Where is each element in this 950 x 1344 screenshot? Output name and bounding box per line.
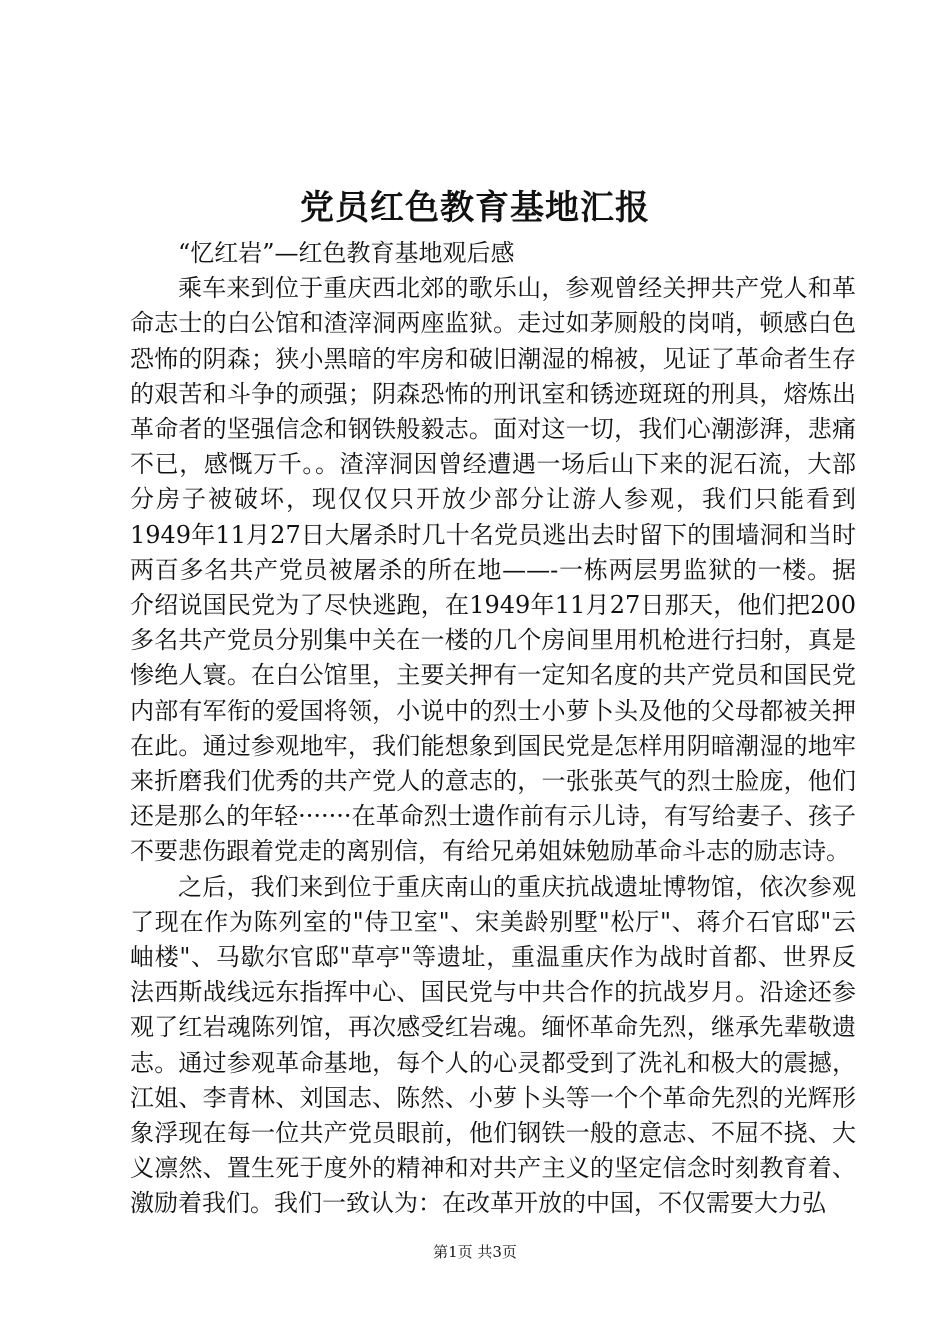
body-paragraph: 乘车来到位于重庆西北郊的歌乐山，参观曾经关押共产党人和革命志士的白公馆和渣滓洞两座监狱。走过如茅厕般的岗哨，顿感白色恐怖的阴森；狭小黑暗的牢房和破旧潮湿的棉被，见证了革命者生存的艰苦和斗争的顽强；阴森恐怖的刑讯室和锈迹斑斑的刑具，熔炼出革命者的坚强信念和钢铁般毅志。面对这一切，我们心潮澎湃，悲痛不已，感慨万千。。渣滓洞因曾经遭遇一场后山下来的泥石流，大部分房子被破坏，现仅仅只开放少部分让游人参观，我们只能看到1949年11月27日大屠杀时几十名党员逃出去时留下的围墙洞和当时两百多名共产党员被屠杀的所在地——-一栋两层男监狱的一楼。据介绍说国民党为了尽快逃跑，在1949年11月27日那天，他们把200多名共产党员分别集中关在一楼的几个房间里用机枪进行扫射，真是惨绝人寰。在白公馆里，主要关押有一定知名度的共产党员和国民党内部有军衔的爱国将领，小说中的烈士小萝卜头及他的父母都被关押在此。通过参观地牢，我们能想象到国民党是怎样用阴暗潮湿的地牢来折磨我们优秀的共产党人的意志的，一张张英气的烈士脸庞，他们还是那么的年轻·······在革命烈士遗作前有示儿诗，有写给妻子、孩子不要悲伤跟着党走的离别信，有给兄弟姐妹勉励革命斗志的励志诗。 — [130, 274, 856, 866]
page-footer: 第1页 共3页 — [433, 1243, 517, 1261]
body-paragraph: 之后，我们来到位于重庆南山的重庆抗战遗址博物馆，依次参观了现在作为陈列室的"侍卫室"、宋美龄别墅"松厅"、蒋介石官邸"云岫楼"、马歇尔官邸"草亭"等遗址，重温重庆作为战时首都、世界反法西斯战线远东指挥中心、国民党与中共合作的抗战岁月。沿途还参观了红岩魂陈列馆，再次感受红岩魂。缅怀革命先烈，继承先辈敬遗志。通过参观革命基地，每个人的心灵都受到了洗礼和极大的震撼，江姐、李青林、刘国志、陈然、小萝卜头等一个个革命先烈的光辉形象浮现在每一位共产党员眼前，他们钢铁一般的意志、不屈不挠、大义凛然、置生死于度外的精神和对共产主义的坚定信念时刻教育着、激励着我们。我们一致认为：在改革开放的中国，不仅需要大力弘 — [130, 872, 856, 1218]
document-body — [130, 236, 856, 1222]
subtitle-paragraph: “忆红岩”—红色教育基地观后感 — [178, 239, 515, 267]
document-title: 党员红色教育基地汇报 — [300, 188, 650, 228]
